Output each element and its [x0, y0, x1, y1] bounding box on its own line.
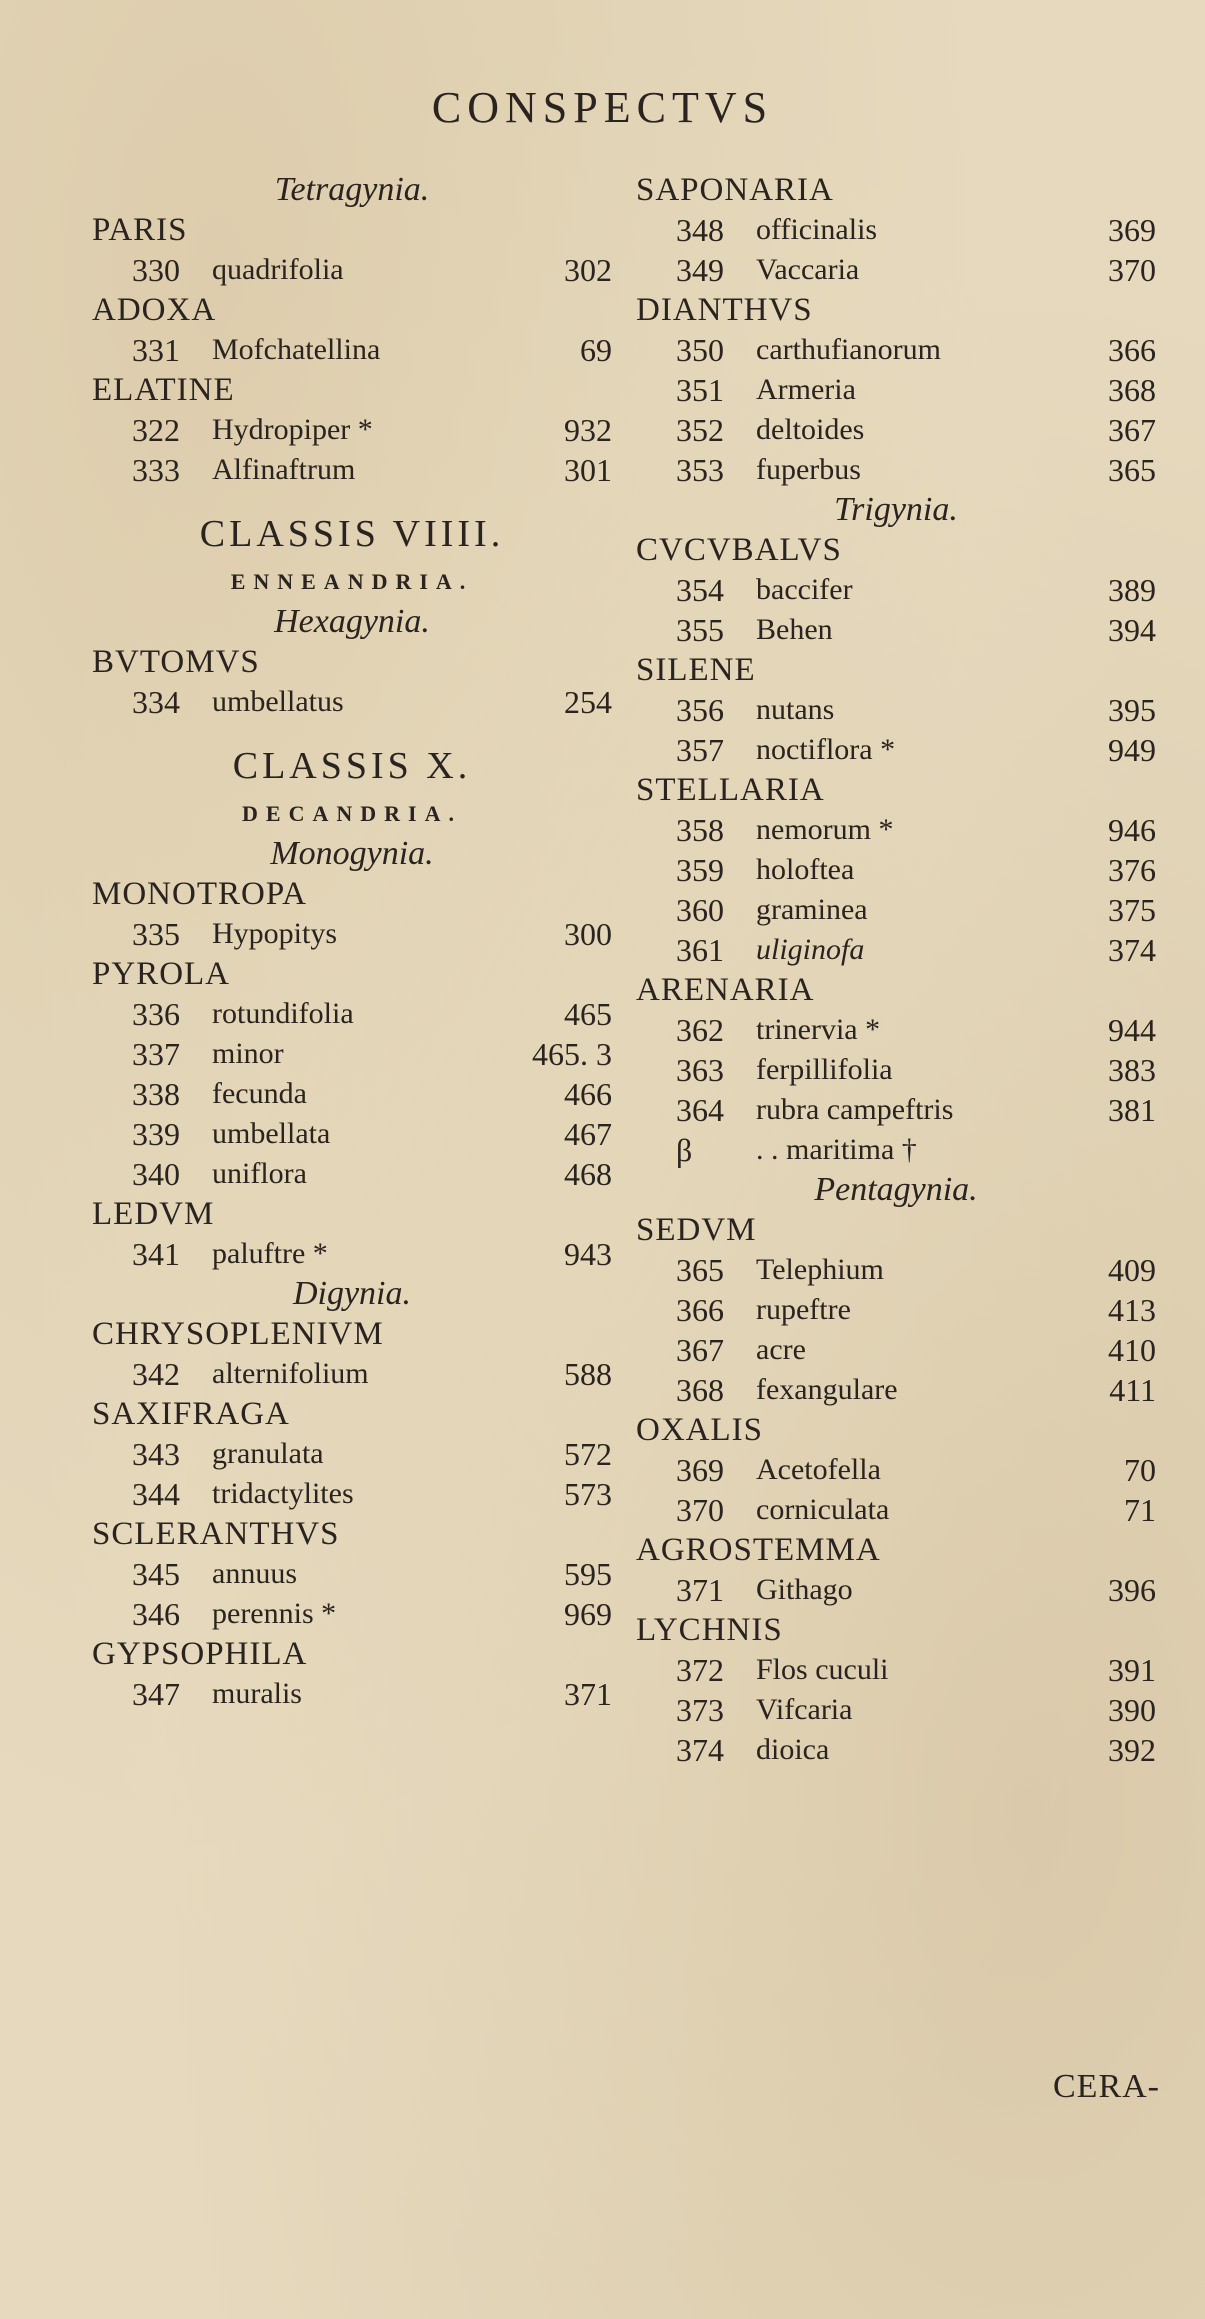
page-reference: 383: [1108, 1052, 1156, 1088]
genus-name: SEDVM: [636, 1212, 757, 1248]
genus-name: LEDVM: [92, 1196, 215, 1232]
right-species-row: [636, 1090, 1156, 1130]
page-reference: 391: [1108, 1652, 1156, 1688]
page-reference: 573: [564, 1476, 612, 1512]
left-species-row: [92, 410, 612, 450]
species-name: Acetofella: [756, 1453, 881, 1486]
left-genus-heading: [92, 1514, 612, 1554]
left-species-row: [92, 1474, 612, 1514]
species-number: 371: [676, 1572, 724, 1608]
page-reference: 410: [1108, 1332, 1156, 1368]
species-name: acre: [756, 1333, 806, 1366]
right-order-heading: [636, 490, 1156, 530]
page-reference: 932: [564, 412, 612, 448]
right-species-row: [636, 1570, 1156, 1610]
page-reference: 390: [1108, 1692, 1156, 1728]
catchword: CERA-: [1053, 2068, 1160, 2105]
species-name: officinalis: [756, 213, 878, 246]
page-reference: 392: [1108, 1732, 1156, 1768]
species-number: 370: [676, 1492, 724, 1528]
species-number: 368: [676, 1372, 724, 1408]
species-name: paluftre *: [212, 1237, 328, 1270]
genus-name: SILENE: [636, 652, 756, 688]
species-name: rotundifolia: [212, 997, 354, 1030]
species-number: 340: [132, 1156, 180, 1192]
right-order-heading: [636, 1170, 1156, 1210]
species-name: fuperbus: [756, 453, 861, 486]
class-number: CLASSIS X.: [232, 745, 472, 787]
species-name: minor: [212, 1037, 284, 1070]
species-name: Hydropiper *: [212, 413, 373, 446]
species-name: Githago: [756, 1573, 853, 1606]
left-genus-heading: [92, 1194, 612, 1234]
species-number: 362: [676, 1012, 724, 1048]
left-species-row: [92, 450, 612, 490]
right-species-row: [636, 1130, 1156, 1170]
page-header-title: CONSPECTVS: [431, 83, 774, 132]
species-name: perennis *: [212, 1597, 337, 1630]
species-name: granulata: [212, 1437, 324, 1470]
page-reference: 944: [1108, 1012, 1156, 1048]
species-number: 374: [676, 1732, 724, 1768]
species-name: carthufianorum: [756, 333, 941, 366]
order-name: Pentagynia.: [814, 1171, 978, 1208]
species-name: Mofchatellina: [212, 333, 381, 366]
species-number: 356: [676, 692, 724, 728]
right-species-row: [636, 210, 1156, 250]
species-number: β: [676, 1132, 693, 1168]
right-genus-heading: [636, 650, 1156, 690]
left-species-row: [92, 914, 612, 954]
page-reference: 943: [564, 1236, 612, 1272]
species-number: 367: [676, 1332, 724, 1368]
right-species-row: [636, 370, 1156, 410]
right-species-row: [636, 690, 1156, 730]
right-species-row: [636, 1450, 1156, 1490]
species-number: 333: [132, 452, 180, 488]
genus-name: GYPSOPHILA: [92, 1636, 308, 1672]
species-number: 346: [132, 1596, 180, 1632]
left-genus-heading: [92, 370, 612, 410]
order-name: Monogynia.: [270, 835, 434, 872]
page-reference: 302: [564, 252, 612, 288]
page-reference: 411: [1109, 1372, 1156, 1408]
genus-name: STELLARIA: [636, 772, 825, 808]
page-reference: 468: [564, 1156, 612, 1192]
left-genus-heading: [92, 954, 612, 994]
page-reference: 588: [564, 1356, 612, 1392]
species-number: 361: [676, 932, 724, 968]
species-number: 365: [676, 1252, 724, 1288]
species-name: Vifcaria: [756, 1693, 853, 1726]
species-name: noctiflora *: [756, 733, 896, 766]
left-species-row: [92, 1234, 612, 1274]
page-reference: 413: [1108, 1292, 1156, 1328]
species-number: 348: [676, 212, 724, 248]
species-name: rupeftre: [756, 1293, 851, 1326]
left-order-heading: [92, 834, 612, 874]
species-number: 341: [132, 1236, 180, 1272]
order-name: Hexagynia.: [274, 603, 430, 640]
species-name: uniflora: [212, 1157, 307, 1190]
page-reference: 367: [1108, 412, 1156, 448]
species-number: 352: [676, 412, 724, 448]
order-name: Digynia.: [292, 1275, 412, 1312]
right-species-row: [636, 570, 1156, 610]
right-column: [636, 170, 1156, 1770]
species-name: Flos cuculi: [756, 1653, 889, 1686]
right-species-row: [636, 1250, 1156, 1290]
left-genus-heading: [92, 642, 612, 682]
genus-name: ADOXA: [92, 292, 217, 328]
genus-name: SAPONARIA: [636, 172, 834, 208]
species-name: annuus: [212, 1557, 297, 1590]
species-name: rubra campeftris: [756, 1093, 954, 1126]
species-name: Behen: [756, 613, 833, 646]
species-name: baccifer: [756, 573, 853, 606]
right-genus-heading: [636, 970, 1156, 1010]
species-number: 349: [676, 252, 724, 288]
species-name: umbellata: [212, 1117, 331, 1150]
page-reference: 371: [564, 1676, 612, 1712]
left-order-heading: [92, 1274, 612, 1314]
species-number: 334: [132, 684, 180, 720]
left-class-heading: [92, 506, 612, 562]
species-name: graminea: [756, 893, 868, 926]
right-species-row: [636, 1650, 1156, 1690]
right-species-row: [636, 810, 1156, 850]
species-number: 359: [676, 852, 724, 888]
left-genus-heading: [92, 874, 612, 914]
page-reference: 949: [1108, 732, 1156, 768]
left-class-name: [92, 794, 612, 834]
page-reference: 370: [1108, 252, 1156, 288]
page-reference: 467: [564, 1116, 612, 1152]
genus-name: SCLERANTHVS: [92, 1516, 340, 1552]
species-name: ferpillifolia: [756, 1053, 893, 1086]
left-species-row: [92, 1074, 612, 1114]
right-species-row: [636, 1330, 1156, 1370]
right-species-row: [636, 250, 1156, 290]
left-class-name: [92, 562, 612, 602]
page-reference: 466: [564, 1076, 612, 1112]
page-reference: 375: [1108, 892, 1156, 928]
genus-name: LYCHNIS: [636, 1612, 783, 1648]
genus-name: DIANTHVS: [636, 292, 813, 328]
class-name: DECANDRIA.: [242, 801, 462, 826]
page-reference: 465. 3: [532, 1036, 612, 1072]
species-number: 344: [132, 1476, 180, 1512]
page-reference: 374: [1108, 932, 1156, 968]
species-name: Hypopitys: [212, 917, 338, 950]
right-genus-heading: [636, 1210, 1156, 1250]
species-name: nemorum *: [756, 813, 894, 846]
species-number: 335: [132, 916, 180, 952]
species-name: dioica: [756, 1733, 830, 1766]
order-name: Trigynia.: [834, 491, 958, 528]
species-number: 355: [676, 612, 724, 648]
right-species-row: [636, 1050, 1156, 1090]
species-name: Alfinaftrum: [212, 453, 356, 486]
left-order-heading: [92, 602, 612, 642]
species-name: quadrifolia: [212, 253, 344, 286]
left-species-row: [92, 994, 612, 1034]
page-reference: 465: [564, 996, 612, 1032]
page-reference: 946: [1108, 812, 1156, 848]
species-number: 366: [676, 1292, 724, 1328]
species-number: 347: [132, 1676, 180, 1712]
species-number: 330: [132, 252, 180, 288]
species-name: fecunda: [212, 1077, 307, 1110]
species-number: 357: [676, 732, 724, 768]
left-species-row: [92, 1154, 612, 1194]
left-genus-heading: [92, 290, 612, 330]
page-reference: 969: [564, 1596, 612, 1632]
right-species-row: [636, 890, 1156, 930]
page-reference: 70: [1124, 1452, 1156, 1488]
genus-name: PYROLA: [92, 956, 231, 992]
genus-name: SAXIFRAGA: [92, 1396, 290, 1432]
species-number: 363: [676, 1052, 724, 1088]
right-genus-heading: [636, 1530, 1156, 1570]
genus-name: MONOTROPA: [92, 876, 307, 912]
class-name: ENNEANDRIA.: [230, 569, 474, 594]
left-genus-heading: [92, 1394, 612, 1434]
order-name: Tetragynia.: [274, 171, 430, 208]
species-name: umbellatus: [212, 685, 344, 718]
left-species-row: [92, 1674, 612, 1714]
right-species-row: [636, 1290, 1156, 1330]
page-reference: 254: [564, 684, 612, 720]
page-reference: 395: [1108, 692, 1156, 728]
page-reference: 69: [580, 332, 612, 368]
genus-name: ELATINE: [92, 372, 235, 408]
left-species-row: [92, 1114, 612, 1154]
species-name: trinervia *: [756, 1013, 881, 1046]
left-species-row: [92, 1034, 612, 1074]
species-number: 364: [676, 1092, 724, 1128]
species-number: 372: [676, 1652, 724, 1688]
species-number: 343: [132, 1436, 180, 1472]
species-number: 322: [132, 412, 180, 448]
page-reference: 389: [1108, 572, 1156, 608]
left-genus-heading: [92, 1314, 612, 1354]
species-name: fexangulare: [756, 1373, 898, 1406]
species-number: 345: [132, 1556, 180, 1592]
right-species-row: [636, 330, 1156, 370]
right-species-row: [636, 610, 1156, 650]
genus-name: BVTOMVS: [92, 644, 260, 680]
species-number: 358: [676, 812, 724, 848]
species-name: Armeria: [756, 373, 856, 406]
left-species-row: [92, 1554, 612, 1594]
species-name: Vaccaria: [756, 253, 860, 286]
right-species-row: [636, 1490, 1156, 1530]
left-species-row: [92, 330, 612, 370]
genus-name: PARIS: [92, 212, 188, 248]
species-name: . . maritima †: [756, 1133, 917, 1166]
species-name: holoftea: [756, 853, 855, 886]
left-species-row: [92, 1354, 612, 1394]
species-number: 337: [132, 1036, 180, 1072]
species-number: 336: [132, 996, 180, 1032]
species-name: alternifolium: [212, 1357, 369, 1390]
genus-name: CVCVBALVS: [636, 532, 842, 568]
genus-name: CHRYSOPLENIVM: [92, 1316, 384, 1352]
right-species-row: [636, 1010, 1156, 1050]
page-reference: 381: [1108, 1092, 1156, 1128]
page-reference: 409: [1108, 1252, 1156, 1288]
right-genus-heading: [636, 1610, 1156, 1650]
page-reference: 300: [564, 916, 612, 952]
page-reference: 71: [1124, 1492, 1156, 1528]
species-number: 373: [676, 1692, 724, 1728]
species-number: 342: [132, 1356, 180, 1392]
page-reference: 376: [1108, 852, 1156, 888]
right-genus-heading: [636, 290, 1156, 330]
species-name: tridactylites: [212, 1477, 354, 1510]
genus-name: OXALIS: [636, 1412, 763, 1448]
species-number: 338: [132, 1076, 180, 1112]
species-number: 331: [132, 332, 180, 368]
left-species-row: [92, 1434, 612, 1474]
right-genus-heading: [636, 1410, 1156, 1450]
right-genus-heading: [636, 170, 1156, 210]
right-species-row: [636, 850, 1156, 890]
page-reference: 595: [564, 1556, 612, 1592]
species-number: 353: [676, 452, 724, 488]
left-species-row: [92, 682, 612, 722]
species-number: 351: [676, 372, 724, 408]
species-name: uliginofa: [756, 933, 865, 966]
right-species-row: [636, 410, 1156, 450]
right-species-row: [636, 450, 1156, 490]
species-name: deltoides: [756, 413, 865, 446]
left-class-heading: [92, 738, 612, 794]
page-reference: 396: [1108, 1572, 1156, 1608]
species-name: corniculata: [756, 1493, 890, 1526]
right-genus-heading: [636, 530, 1156, 570]
species-number: 354: [676, 572, 724, 608]
right-species-row: [636, 1730, 1156, 1770]
page-reference: 572: [564, 1436, 612, 1472]
species-number: 369: [676, 1452, 724, 1488]
species-name: muralis: [212, 1677, 302, 1710]
right-genus-heading: [636, 770, 1156, 810]
right-species-row: [636, 1690, 1156, 1730]
page-reference: 366: [1108, 332, 1156, 368]
species-number: 350: [676, 332, 724, 368]
right-species-row: [636, 1370, 1156, 1410]
left-species-row: [92, 250, 612, 290]
right-species-row: [636, 730, 1156, 770]
page-reference: 369: [1108, 212, 1156, 248]
left-genus-heading: [92, 1634, 612, 1674]
species-name: Telephium: [756, 1253, 884, 1286]
left-column: [92, 170, 612, 1714]
left-order-heading: [92, 170, 612, 210]
species-number: 360: [676, 892, 724, 928]
species-number: 339: [132, 1116, 180, 1152]
page-reference: 368: [1108, 372, 1156, 408]
genus-name: AGROSTEMMA: [636, 1532, 881, 1568]
class-number: CLASSIS VIIII.: [199, 513, 505, 555]
right-species-row: [636, 930, 1156, 970]
left-genus-heading: [92, 210, 612, 250]
species-name: nutans: [756, 693, 835, 726]
page-reference: 394: [1108, 612, 1156, 648]
page-reference: 365: [1108, 452, 1156, 488]
page-reference: 301: [564, 452, 612, 488]
genus-name: ARENARIA: [636, 972, 815, 1008]
left-species-row: [92, 1594, 612, 1634]
